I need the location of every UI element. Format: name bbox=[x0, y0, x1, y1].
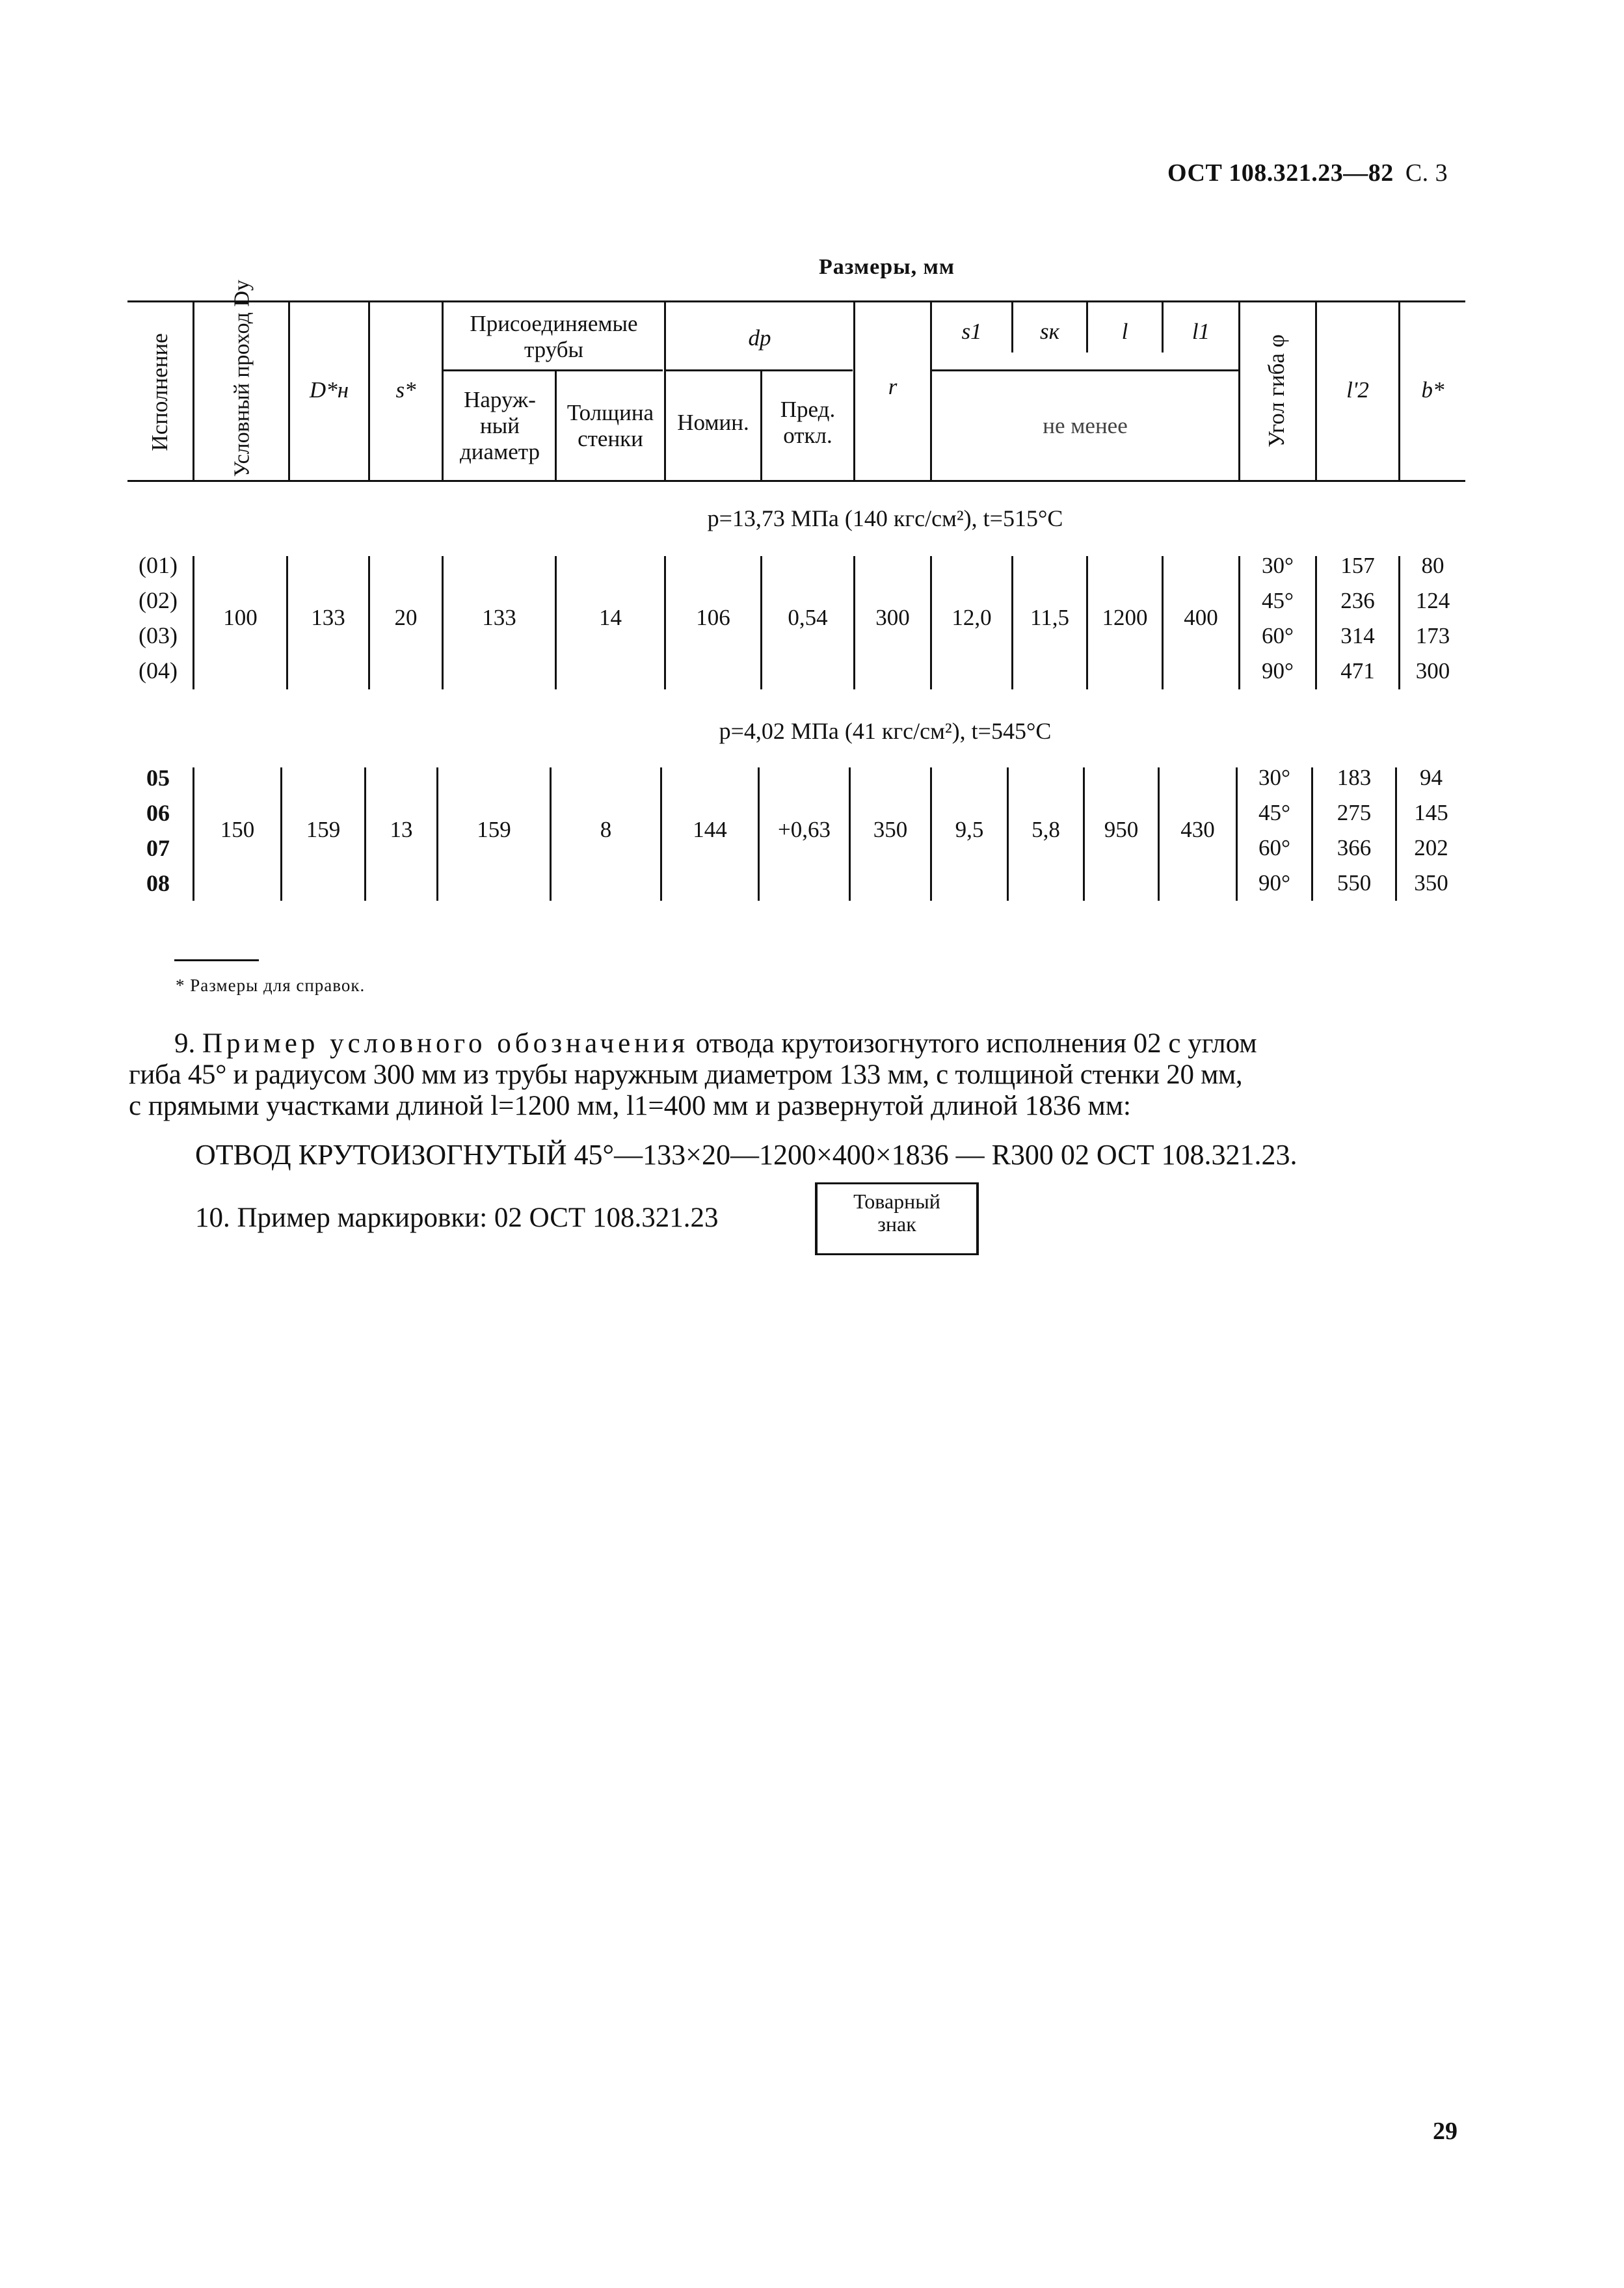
cell-angle: 90° bbox=[1258, 870, 1290, 896]
cell-b: 350 bbox=[1414, 870, 1448, 896]
row-id: (02) bbox=[139, 587, 178, 613]
row-id: (04) bbox=[139, 658, 178, 684]
cell-wall: 14 bbox=[599, 605, 622, 630]
condition-group-2: p=4,02 МПа (41 кгс/см²), t=545°С bbox=[719, 718, 1052, 744]
condition-group-1: p=13,73 МПа (140 кгс/см²), t=515°С bbox=[707, 505, 1063, 531]
cell-l2: 550 bbox=[1337, 870, 1372, 896]
cell-s1: 12,0 bbox=[952, 605, 992, 630]
cell-b: 202 bbox=[1414, 835, 1448, 860]
cell-dn: 159 bbox=[306, 817, 341, 842]
cell-l1: 430 bbox=[1180, 817, 1215, 842]
notless-rule bbox=[930, 369, 1238, 371]
row-id: (01) bbox=[139, 552, 178, 578]
header-dn: D*н bbox=[309, 377, 349, 403]
footnote: * Размеры для справок. bbox=[176, 976, 366, 995]
footnote-rule bbox=[174, 959, 259, 961]
header-pipes-outer: Наруж-ный диаметр bbox=[460, 386, 540, 465]
cell-l2: 314 bbox=[1340, 623, 1375, 648]
cell-b: 94 bbox=[1420, 765, 1443, 790]
cell-l1: 400 bbox=[1184, 605, 1218, 630]
document-header bbox=[1167, 159, 1448, 187]
row-id: 07 bbox=[146, 835, 170, 861]
cell-angle: 45° bbox=[1262, 588, 1294, 613]
cell-outer: 159 bbox=[477, 817, 511, 842]
cell-angle: 60° bbox=[1262, 623, 1294, 648]
cell-l: 1200 bbox=[1102, 605, 1148, 630]
header-angle: Угол гиба φ bbox=[1264, 334, 1289, 447]
trademark-box-line-2: знак bbox=[877, 1212, 916, 1236]
cell-l2: 275 bbox=[1337, 800, 1372, 825]
cell-b: 300 bbox=[1415, 658, 1450, 684]
cell-outer: 133 bbox=[482, 605, 516, 630]
cell-dy: 150 bbox=[220, 817, 255, 842]
cell-dy: 100 bbox=[223, 605, 258, 630]
item-9-number: 9. bbox=[174, 1028, 196, 1059]
cell-angle: 30° bbox=[1262, 553, 1294, 578]
item-9-line-2: гиба 45° и радиусом 300 мм из трубы наружным диаметром 133 мм, с толщиной стенки 20 мм, bbox=[129, 1059, 1243, 1090]
cell-s: 20 bbox=[394, 605, 418, 630]
cell-wall: 8 bbox=[600, 817, 612, 842]
cell-b: 145 bbox=[1414, 800, 1448, 825]
item-9-line-1 bbox=[174, 1028, 1469, 1059]
item-10-text: 10. Пример маркировки: 02 ОСТ 108.321.23 bbox=[195, 1203, 719, 1233]
cell-dp-nom: 144 bbox=[693, 817, 727, 842]
header-l2: l'2 bbox=[1346, 377, 1369, 403]
dp-subheader-rule bbox=[666, 369, 853, 371]
cell-l2: 366 bbox=[1337, 835, 1372, 860]
header-pipes-group: Присоединяемые трубы bbox=[470, 310, 638, 362]
header-sk: sк bbox=[1040, 318, 1059, 344]
cell-r: 350 bbox=[873, 817, 908, 842]
cell-l2: 471 bbox=[1340, 658, 1375, 684]
header-s1: s1 bbox=[961, 318, 982, 344]
cell-l2: 157 bbox=[1340, 553, 1375, 578]
item-9-line-1-rest: отвода крутоизогнутого исполнения 02 с углом bbox=[695, 1028, 1257, 1059]
row-id: (03) bbox=[139, 622, 178, 648]
trademark-box-line-1: Товарный bbox=[853, 1190, 940, 1213]
trademark-box bbox=[815, 1182, 979, 1255]
cell-l2: 183 bbox=[1337, 765, 1372, 790]
cell-b: 173 bbox=[1415, 623, 1450, 648]
table-header-rule bbox=[127, 480, 1465, 482]
cell-dn: 133 bbox=[311, 605, 345, 630]
cell-angle: 60° bbox=[1258, 835, 1290, 860]
doc-id: ОСТ 108.321.23—82 bbox=[1167, 159, 1394, 187]
cell-sk: 11,5 bbox=[1030, 605, 1069, 630]
page-ref: С. 3 bbox=[1405, 159, 1448, 187]
header-dy: Условный проход Dy bbox=[230, 280, 254, 477]
header-s: s* bbox=[395, 377, 416, 403]
header-l: l bbox=[1121, 318, 1128, 344]
table-caption: Размеры, мм bbox=[819, 255, 955, 279]
header-dp: dp bbox=[748, 325, 771, 351]
cell-l2: 236 bbox=[1340, 588, 1375, 613]
hdr-vline bbox=[1238, 300, 1240, 481]
cell-angle: 90° bbox=[1262, 658, 1294, 684]
page-number: 29 bbox=[1433, 2118, 1458, 2145]
table-top-rule bbox=[127, 300, 1465, 302]
cell-dp-dev: 0,54 bbox=[788, 605, 828, 630]
item-9-line-3: с прямыми участками длиной l=1200 мм, l1=400 мм и развернутой длиной 1836 мм: bbox=[129, 1091, 1131, 1121]
header-dp-nom: Номин. bbox=[677, 409, 749, 435]
header-pipes-wall: Толщина стенки bbox=[566, 399, 654, 451]
item-9-designation: ОТВОД КРУТОИЗОГНУТЫЙ 45°—133×20—1200×400×1836 — R300 02 ОСТ 108.321.23. bbox=[195, 1139, 1298, 1171]
item-9-title: Пример условного обозначения bbox=[202, 1028, 689, 1059]
cell-dp-nom: 106 bbox=[696, 605, 730, 630]
cell-l: 950 bbox=[1104, 817, 1139, 842]
cell-r: 300 bbox=[875, 605, 910, 630]
row-id: 05 bbox=[146, 765, 170, 791]
cell-s: 13 bbox=[390, 817, 413, 842]
header-b: b* bbox=[1421, 377, 1444, 403]
cell-dp-dev: +0,63 bbox=[778, 817, 831, 842]
pipes-subheader-rule bbox=[444, 369, 663, 371]
row-id: 06 bbox=[146, 800, 170, 826]
cell-sk: 5,8 bbox=[1032, 817, 1060, 842]
cell-b: 80 bbox=[1421, 553, 1444, 578]
hdr-vline bbox=[193, 300, 194, 481]
header-dp-dev: Пред. откл. bbox=[780, 396, 836, 448]
cell-angle: 45° bbox=[1258, 800, 1290, 825]
header-not-less: не менее bbox=[1043, 412, 1128, 438]
cell-b: 124 bbox=[1415, 588, 1450, 613]
header-ispolnenie: Исполнение bbox=[147, 333, 172, 451]
header-r: r bbox=[888, 373, 898, 399]
row-id: 08 bbox=[146, 870, 170, 896]
cell-angle: 30° bbox=[1258, 765, 1290, 790]
header-l1: l1 bbox=[1191, 318, 1210, 344]
cell-s1: 9,5 bbox=[955, 817, 984, 842]
